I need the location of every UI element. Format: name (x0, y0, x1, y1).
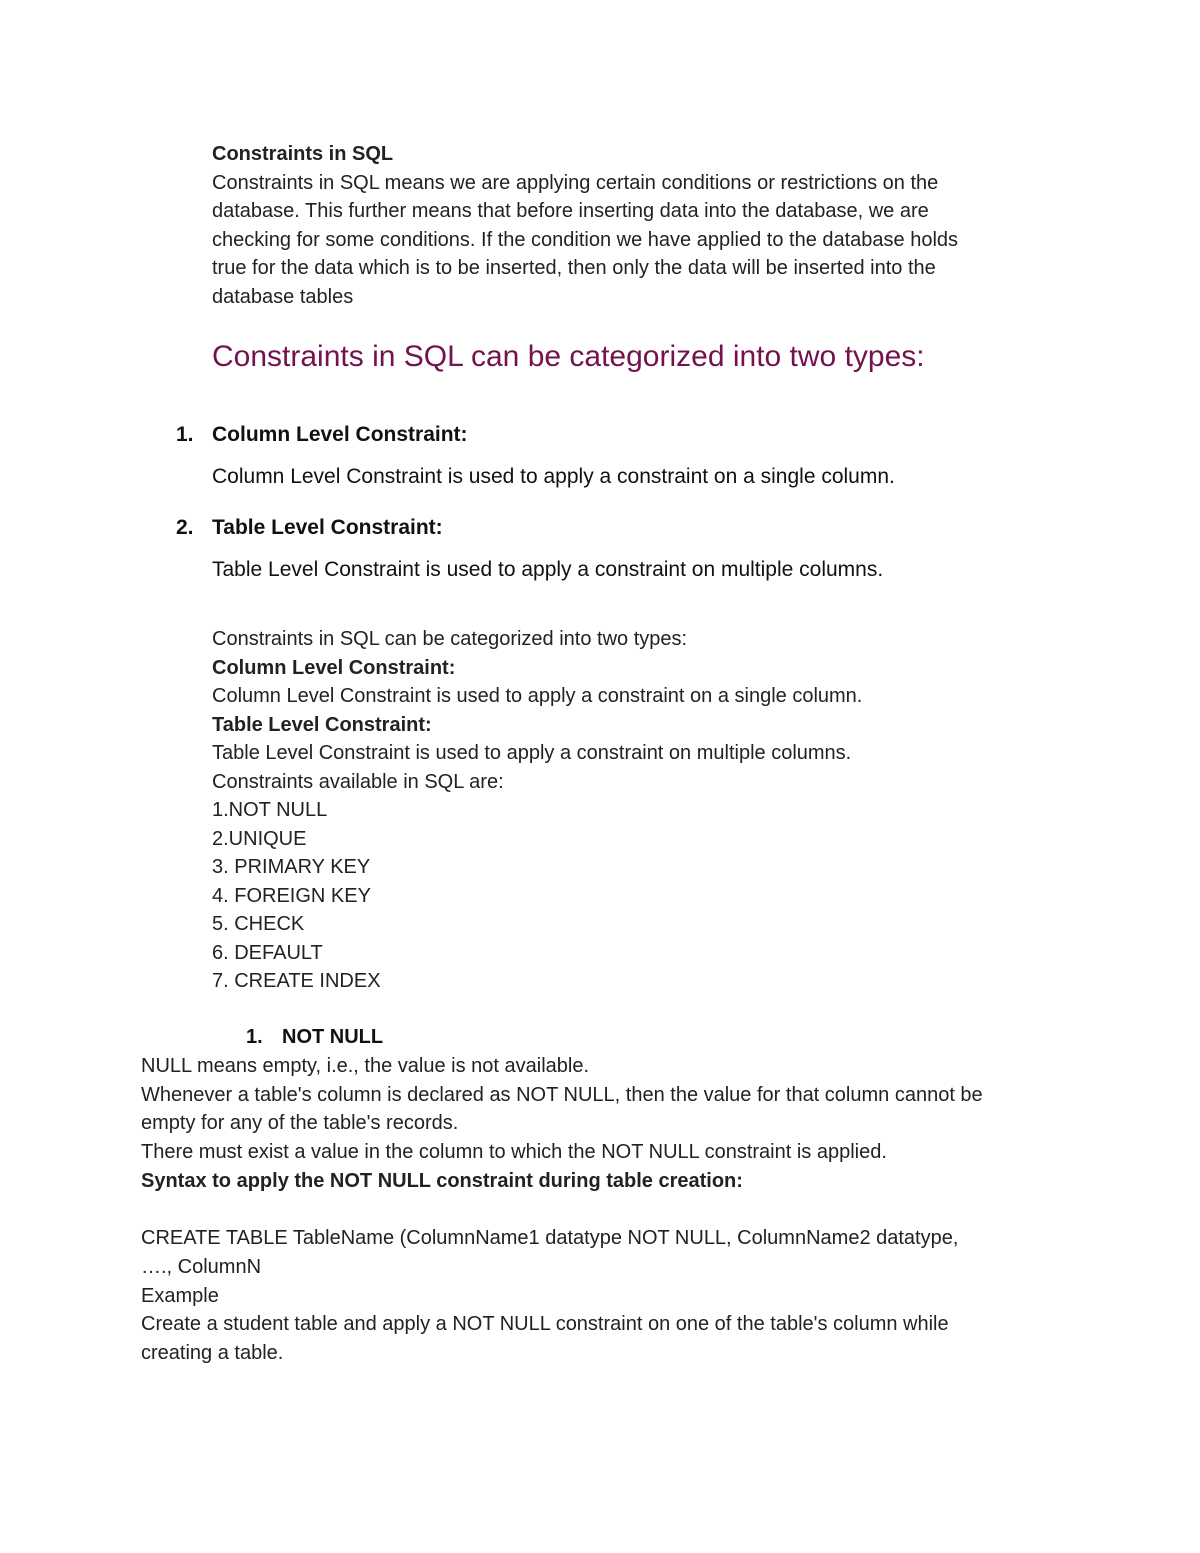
constraint-list-item: 6. DEFAULT (212, 941, 323, 964)
constraint-list-item: 5. CHECK (212, 913, 305, 935)
intro-line: Constraints in SQL means we are applying certain conditions or restrictions on the (212, 171, 939, 194)
summary-section (212, 625, 1052, 996)
intro-title: Constraints in SQL (212, 143, 394, 165)
constraint-list-item: 1.NOT NULL (212, 799, 328, 821)
intro-line: checking for some conditions. If the condition we have applied to the database holds (212, 228, 959, 251)
summary-intro: Constraints in SQL can be categorized into two types: (212, 628, 688, 650)
constraint-list-item: 7. CREATE INDEX (212, 970, 381, 992)
constraint-list-item: 2.UNIQUE (212, 827, 307, 850)
example-line: Create a student table and apply a NOT NULL constraint on one of the table's column while (141, 1313, 949, 1336)
section-heading: Constraints in SQL can be categorized into two types: (212, 340, 925, 373)
not-null-line: There must exist a value in the column to which the NOT NULL constraint is applied. (141, 1141, 887, 1164)
not-null-body (141, 1052, 1071, 1368)
type-number: 2. (176, 516, 194, 539)
code-line: CREATE TABLE TableName (ColumnName1 datatype NOT NULL, ColumnName2 datatype, (141, 1227, 959, 1250)
blank-line (141, 1196, 1071, 1225)
type-number: 1. (176, 423, 194, 446)
type-title: Column Level Constraint: (212, 423, 468, 446)
type-description: Column Level Constraint is used to apply a constraint on a single column. (212, 465, 895, 488)
not-null-line: NULL means empty, i.e., the value is not available. (141, 1055, 590, 1077)
not-null-heading (246, 1023, 383, 1051)
example-label: Example (141, 1284, 219, 1307)
constraint-list-item: 4. FOREIGN KEY (212, 884, 371, 907)
not-null-number: 1. (246, 1026, 263, 1048)
type-description: Table Level Constraint is used to apply a constraint on multiple columns. (212, 558, 884, 581)
summary-column-desc: Column Level Constraint is used to apply a constraint on a single column. (212, 685, 863, 707)
summary-table-desc: Table Level Constraint is used to apply a constraint on multiple columns. (212, 742, 852, 764)
example-line: creating a table. (141, 1342, 284, 1365)
intro-line: database tables (212, 285, 354, 308)
code-line: …., ColumnN (141, 1255, 262, 1278)
intro-paragraph (212, 169, 1052, 312)
summary-available-label: Constraints available in SQL are: (212, 770, 504, 793)
type-item-table (176, 514, 443, 542)
intro-line: true for the data which is to be inserted, then only the data will be inserted into the (212, 257, 936, 279)
type-title: Table Level Constraint: (212, 516, 443, 539)
not-null-line: Whenever a table's column is declared as NOT NULL, then the value for that column cannot be (141, 1083, 983, 1106)
intro-line: database. This further means that before inserting data into the database, we are (212, 200, 929, 222)
summary-column-title: Column Level Constraint: (212, 656, 456, 679)
constraint-list-item: 3. PRIMARY KEY (212, 856, 371, 878)
summary-table-title: Table Level Constraint: (212, 713, 432, 736)
not-null-line: empty for any of the table's records. (141, 1112, 459, 1135)
syntax-label: Syntax to apply the NOT NULL constraint during table creation: (141, 1169, 743, 1192)
not-null-title: NOT NULL (282, 1026, 384, 1048)
intro-section (212, 140, 1052, 311)
type-item-column (176, 421, 468, 449)
